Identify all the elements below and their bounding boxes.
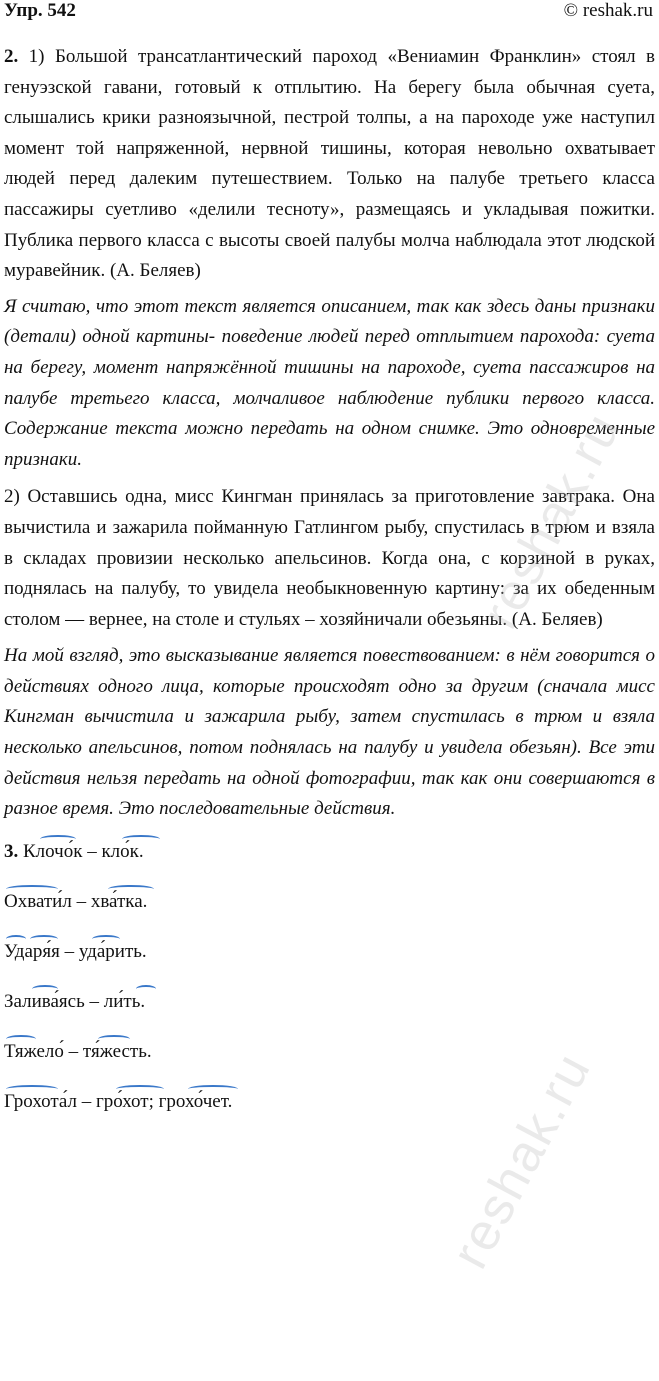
root-arc-icon xyxy=(92,935,120,943)
root-arc-icon xyxy=(188,1085,238,1093)
root-arc-icon xyxy=(98,1035,130,1043)
word-pair-text: Залива́ясь – ли́ть. xyxy=(4,990,146,1012)
root-arc-icon xyxy=(6,1085,58,1093)
prefix-arc-icon xyxy=(6,935,26,943)
root-arc-icon xyxy=(136,985,156,993)
root-arc-icon xyxy=(122,835,160,843)
root-arc-icon xyxy=(6,885,58,893)
word-pair-text: Клочо́к – кло́к. xyxy=(18,840,144,862)
word-pair xyxy=(4,935,655,985)
word-pairs xyxy=(4,835,655,1135)
answer-2: На мой взгляд, это высказывание является повествованием: в нём говорится о действиях одного лица, которые происходят одно за другим (сначала мисс Кингман вычистила и зажарила рыбу, затем спустилась в трюм и взяла несколько апельсинов, потом поднялась на палубу и увидела обезьян). Все эти действия нельзя передать на одной фотографии, так как они совершаются в разное время. Это последовательные действия. xyxy=(4,645,655,820)
word-pair xyxy=(4,985,655,1035)
task-text-1 xyxy=(4,42,655,287)
root-arc-icon xyxy=(108,885,154,893)
task-text-2: 2) Оставшись одна, мисс Кингман принялась за приготовление завтрака. Она вычистила и зажарила пойманную Гатлингом рыбу, спустилась в трюм и взяла в складах провизии несколько апельсинов. Когда она, с корзиной в руках, поднялась на палубу, то увидела необыкновенную картину: за их обеденным столом — вернее, на столе и стульях – хозяйничали обезьяны. (А. Беляев) xyxy=(4,486,655,630)
root-arc-icon xyxy=(116,1085,164,1093)
answer-1: Я считаю, что этот текст является описанием, так как здесь даны признаки (детали) одной картины- поведение людей перед отплытием парохода: суета на берегу, момент напряжённой тишины на пароходе, суета пассажиров на палубе третьего класса, молчаливое наблюдение публики первого класса. Содержание текста можно передать на одном снимке. Это одновременные признаки. xyxy=(4,295,655,470)
word-pair-text: Грохота́л – гро́хот; грохо́чет. xyxy=(4,1090,233,1112)
watermark: reshak.ru xyxy=(440,1043,603,1278)
task-text-1-body: 1) Большой трансатлантический пароход «Вениамин Франклин» стоял в генуэзской гавани, готовый к отплытию. На берегу была обычная суета, слышались крики разноязычной, пестрой толпы, а на пароходе уже наступил момент той напряженной, нервной тишины, которая невольно охватывает людей перед далеким путешествием. Только на палубе третьего класса пассажиры суетливо «делили тесноту», размещаясь и укладывая пожитки. Публика первого класса с высоты своей палубы молча наблюдала этот людской муравейник. (А. Беляев) xyxy=(4,46,655,282)
word-pair-text: Ударя́я – уда́рить. xyxy=(4,940,147,962)
word-pair-text: Тяжело́ – тя́жесть. xyxy=(4,1040,152,1062)
page-header xyxy=(4,0,653,26)
watermark: reshak.ru xyxy=(470,403,633,638)
section-number-3: 3. xyxy=(4,840,19,862)
section-number-2: 2. xyxy=(4,46,19,67)
word-pair xyxy=(4,835,655,885)
exercise-content xyxy=(4,42,655,1135)
root-arc-icon xyxy=(40,835,76,843)
word-pair xyxy=(4,885,655,935)
word-pair xyxy=(4,1085,655,1135)
root-arc-icon xyxy=(6,1035,36,1043)
word-pair xyxy=(4,1035,655,1085)
root-arc-icon xyxy=(30,935,58,943)
word-pair-text: Охвати́л – хва́тка. xyxy=(4,890,148,912)
root-arc-icon xyxy=(32,985,58,993)
site-credit: © reshak.ru xyxy=(563,0,653,21)
exercise-title: Упр. 542 xyxy=(4,0,76,21)
